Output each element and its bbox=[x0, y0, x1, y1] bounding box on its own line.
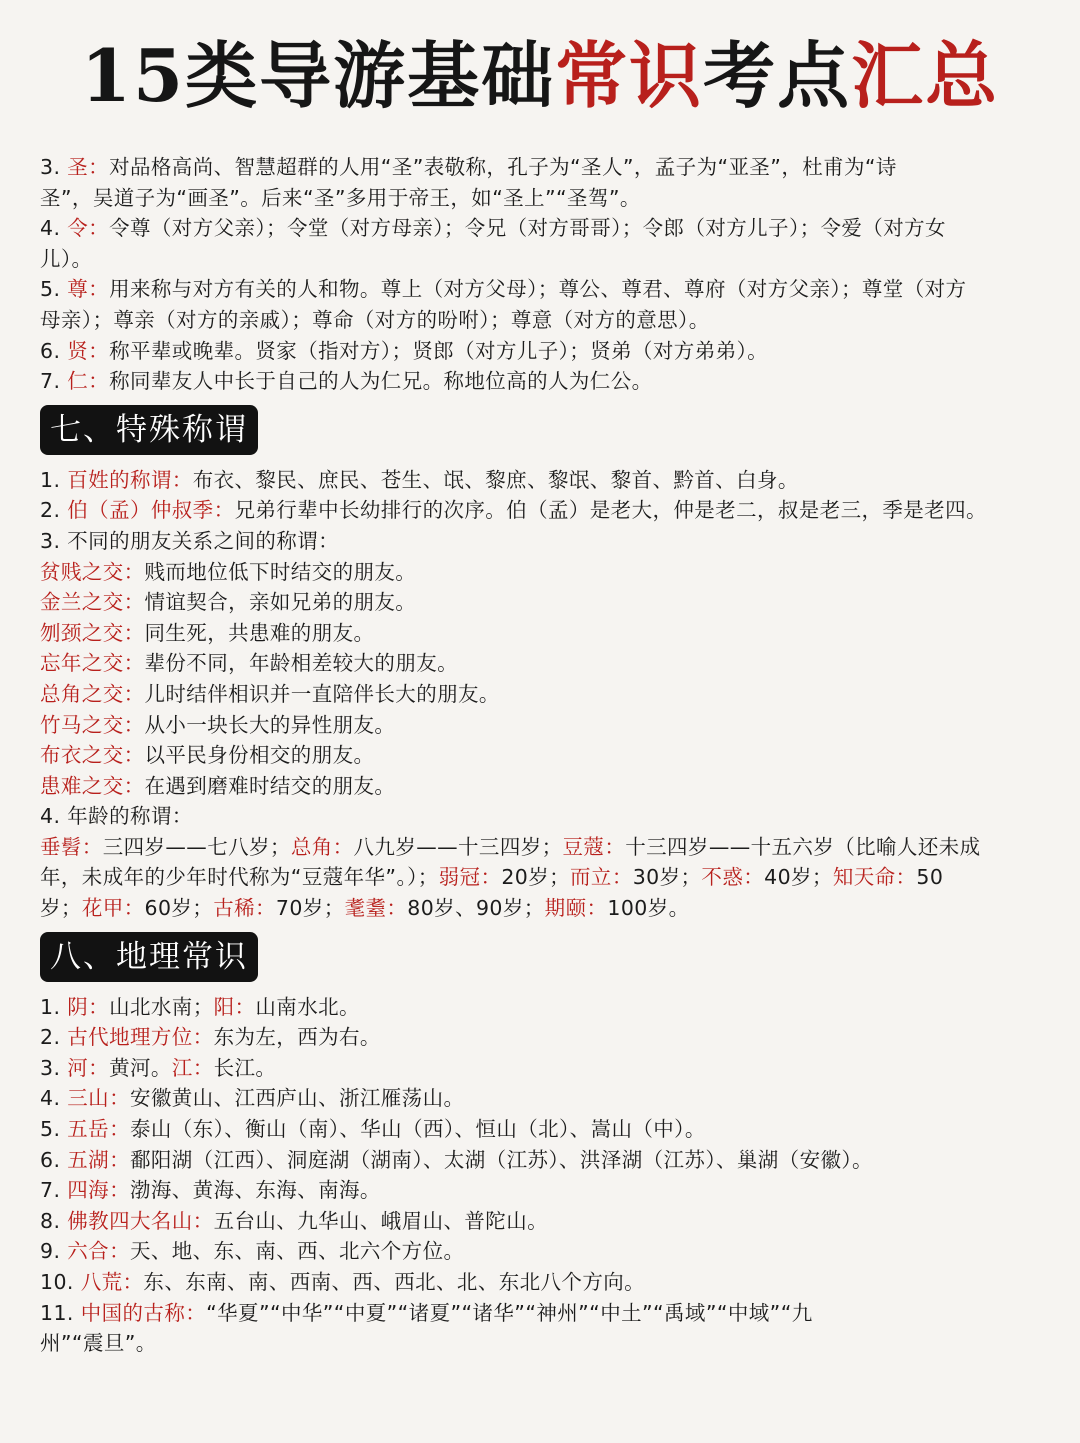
text-line bbox=[40, 648, 1050, 679]
text-line bbox=[40, 1053, 1050, 1084]
text-segment: 天、地、东、南、西、北六个方位。 bbox=[129, 1239, 465, 1264]
term-highlight: 阴： bbox=[67, 994, 110, 1019]
text-segment: 年，未成年的少年时代称为“豆蔻年华”。）； bbox=[40, 865, 439, 890]
section-header-wrap bbox=[40, 397, 1050, 465]
text-segment: 五台山、九华山、峨眉山、普陀山。 bbox=[213, 1208, 548, 1233]
section-geography bbox=[40, 992, 1050, 1359]
term-highlight: 四海： bbox=[67, 1178, 130, 1203]
text-segment: 三四岁——七八岁； bbox=[102, 834, 291, 859]
section-special-titles bbox=[40, 465, 1050, 924]
text-segment: 5. bbox=[40, 277, 68, 302]
text-line bbox=[40, 244, 1050, 275]
title-part-3: 考点 bbox=[703, 33, 852, 118]
term-highlight: 百姓的称谓： bbox=[67, 467, 193, 492]
text-line bbox=[40, 1236, 1050, 1267]
text-segment: 黄河。 bbox=[109, 1055, 172, 1080]
term-highlight: 五湖： bbox=[67, 1147, 130, 1172]
text-segment: 4. bbox=[40, 216, 68, 241]
text-segment: 在遇到磨难时结交的朋友。 bbox=[144, 773, 396, 798]
text-segment: 80岁、90岁； bbox=[407, 896, 545, 921]
term-highlight: 贫贱之交： bbox=[40, 559, 145, 584]
term-highlight: 期颐： bbox=[544, 896, 608, 921]
text-line bbox=[40, 526, 1050, 557]
text-segment: 渤海、黄海、东海、南海。 bbox=[129, 1178, 381, 1203]
text-segment: 9. bbox=[40, 1239, 68, 1264]
text-segment: 布衣、黎民、庶民、苍生、氓、黎庶、黎氓、黎首、黔首、白身。 bbox=[192, 467, 799, 492]
section-header-wrap bbox=[40, 924, 1050, 992]
title-part-4: 汇总 bbox=[851, 33, 1000, 118]
section-header-special-titles: 七、特殊称谓 bbox=[40, 405, 258, 455]
term-highlight: 仁： bbox=[67, 369, 110, 394]
term-highlight: 贤： bbox=[67, 338, 110, 363]
term-highlight: 古稀： bbox=[213, 896, 276, 921]
text-line bbox=[40, 366, 1050, 397]
text-segment: 称同辈友人中长于自己的人为仁兄。称地位高的人为仁公。 bbox=[109, 369, 653, 394]
text-line bbox=[40, 992, 1050, 1023]
text-segment: “华夏”“中华”“中夏”“诸夏”“诸华”“神州”“中土”“禹域”“中域”“九 bbox=[206, 1300, 813, 1325]
text-line bbox=[40, 1175, 1050, 1206]
text-segment: 情谊契合，亲如兄弟的朋友。 bbox=[144, 590, 417, 615]
text-segment: 2. bbox=[40, 498, 68, 523]
text-line bbox=[40, 1022, 1050, 1053]
text-segment: 对品格高尚、智慧超群的人用“圣”表敬称，孔子为“圣人”，孟子为“亚圣”，杜甫为“诗 bbox=[109, 155, 897, 179]
text-segment: 50 bbox=[916, 865, 944, 890]
term-highlight: 知天命： bbox=[832, 865, 917, 890]
text-segment: 60岁； bbox=[144, 896, 214, 921]
text-segment: 10. bbox=[40, 1270, 81, 1294]
text-segment: 2. bbox=[40, 1025, 68, 1050]
text-line bbox=[40, 710, 1050, 741]
text-line bbox=[40, 893, 1050, 924]
term-highlight: 八荒： bbox=[80, 1270, 144, 1294]
text-segment: 7. bbox=[40, 369, 68, 394]
text-line bbox=[40, 587, 1050, 618]
text-line bbox=[40, 618, 1050, 649]
term-highlight: 刎颈之交： bbox=[40, 620, 145, 645]
term-highlight: 江： bbox=[171, 1055, 214, 1080]
text-line bbox=[40, 1145, 1050, 1176]
term-highlight: 弱冠： bbox=[438, 865, 502, 890]
section-header-geography: 八、地理常识 bbox=[40, 932, 258, 982]
term-highlight: 中国的古称： bbox=[80, 1300, 207, 1325]
text-segment: 山南水北。 bbox=[255, 994, 360, 1019]
text-segment: 4. bbox=[40, 1086, 68, 1111]
text-segment: 7. bbox=[40, 1178, 68, 1203]
text-segment: 州”“震旦”。 bbox=[40, 1331, 157, 1356]
term-highlight: 布衣之交： bbox=[40, 743, 145, 768]
text-line bbox=[40, 1083, 1050, 1114]
text-segment: 8. bbox=[40, 1208, 68, 1233]
term-highlight: 总角： bbox=[290, 834, 354, 859]
text-segment: 3. bbox=[40, 155, 68, 179]
text-line bbox=[40, 832, 1050, 863]
text-line bbox=[40, 465, 1050, 496]
term-highlight: 五岳： bbox=[67, 1117, 130, 1142]
text-segment: 岁； bbox=[40, 896, 82, 921]
text-line bbox=[40, 1298, 1050, 1329]
text-segment: 同生死，共患难的朋友。 bbox=[144, 620, 375, 645]
text-line bbox=[40, 495, 1050, 526]
text-line bbox=[40, 152, 1050, 183]
term-highlight: 竹马之交： bbox=[40, 712, 145, 737]
text-segment: 儿时结伴相识并一直陪伴长大的朋友。 bbox=[144, 681, 500, 706]
term-highlight: 古代地理方位： bbox=[67, 1025, 214, 1050]
text-segment: 兄弟行辈中长幼排行的次序。伯（孟）是老大，仲是老二，叔是老三，季是老四。 bbox=[234, 498, 987, 523]
text-line bbox=[40, 305, 1050, 336]
text-line bbox=[40, 801, 1050, 832]
text-line bbox=[40, 183, 1050, 214]
text-line bbox=[40, 557, 1050, 588]
title-part-2: 常识 bbox=[555, 33, 704, 118]
content bbox=[40, 152, 1050, 1359]
text-segment: 东为左，西为右。 bbox=[213, 1025, 381, 1050]
text-line bbox=[40, 771, 1050, 802]
text-segment: 以平民身份相交的朋友。 bbox=[144, 743, 375, 768]
text-line bbox=[40, 1328, 1050, 1359]
text-line bbox=[40, 740, 1050, 771]
text-segment: 长江。 bbox=[213, 1055, 277, 1080]
term-highlight: 六合： bbox=[67, 1239, 130, 1264]
text-segment: 令尊（对方父亲）；令堂（对方母亲）；令兄（对方哥哥）；令郎（对方儿子）；令爱（对方女 bbox=[109, 216, 946, 241]
text-segment: 泰山（东）、衡山（南）、华山（西）、恒山（北）、嵩山（中）。 bbox=[129, 1117, 706, 1142]
text-segment: 辈份不同，年龄相差较大的朋友。 bbox=[144, 651, 458, 676]
term-highlight: 忘年之交： bbox=[40, 651, 145, 676]
term-highlight: 圣： bbox=[67, 155, 110, 179]
text-segment: 东、东南、南、西南、西、西北、北、东北八个方向。 bbox=[143, 1270, 646, 1294]
title-part-1: 15类导游基础 bbox=[80, 33, 556, 118]
text-segment: 3. 不同的朋友关系之间的称谓： bbox=[40, 528, 339, 553]
term-highlight: 阳： bbox=[213, 994, 256, 1019]
text-line bbox=[40, 336, 1050, 367]
term-highlight: 花甲： bbox=[81, 896, 145, 921]
term-highlight: 尊： bbox=[67, 277, 110, 302]
text-segment: 30岁； bbox=[632, 865, 702, 890]
section-honorifics bbox=[40, 152, 1050, 397]
text-segment: 儿）。 bbox=[40, 246, 93, 271]
text-segment: 用来称与对方有关的人和物。尊上（对方父母）；尊公、尊君、尊府（对方父亲）；尊堂（对方 bbox=[109, 277, 967, 302]
term-highlight: 金兰之交： bbox=[40, 590, 145, 615]
text-line bbox=[40, 1267, 1050, 1298]
text-segment: 11. bbox=[40, 1300, 81, 1325]
term-highlight: 不惑： bbox=[701, 865, 765, 890]
text-segment: 1. bbox=[40, 994, 68, 1019]
term-highlight: 伯（孟）仲叔季： bbox=[67, 498, 235, 523]
text-segment: 从小一块长大的异性朋友。 bbox=[144, 712, 396, 737]
text-segment: 5. bbox=[40, 1117, 68, 1142]
text-segment: 山北水南； bbox=[109, 994, 214, 1019]
text-line bbox=[40, 862, 1050, 893]
text-line bbox=[40, 1206, 1050, 1237]
term-highlight: 佛教四大名山： bbox=[67, 1208, 214, 1233]
term-highlight: 豆蔻： bbox=[562, 834, 626, 859]
text-segment: 十三四岁——十五六岁（比喻人还未成 bbox=[625, 834, 981, 859]
term-highlight: 垂髫： bbox=[40, 834, 103, 859]
text-segment: 称平辈或晚辈。贤家（指对方）；贤郎（对方儿子）；贤弟（对方弟弟）。 bbox=[109, 338, 769, 363]
text-segment: 安徽黄山、江西庐山、浙江雁荡山。 bbox=[129, 1086, 465, 1111]
text-segment: 3. bbox=[40, 1055, 68, 1080]
text-line bbox=[40, 213, 1050, 244]
text-segment: 圣”，吴道子为“画圣”。后来“圣”多用于帝王，如“圣上”“圣驾”。 bbox=[40, 185, 641, 210]
text-segment: 40岁； bbox=[764, 865, 833, 890]
text-segment: 70岁； bbox=[275, 896, 345, 921]
term-highlight: 而立： bbox=[570, 865, 633, 890]
text-segment: 鄱阳湖（江西）、洞庭湖（湖南）、太湖（江苏）、洪泽湖（江苏）、巢湖（安徽）。 bbox=[129, 1147, 873, 1172]
text-segment: 6. bbox=[40, 1147, 68, 1172]
term-highlight: 河： bbox=[67, 1055, 110, 1080]
text-segment: 6. bbox=[40, 338, 68, 363]
text-line bbox=[40, 274, 1050, 305]
text-segment: 1. bbox=[40, 467, 68, 492]
term-highlight: 总角之交： bbox=[40, 681, 145, 706]
text-segment: 贱而地位低下时结交的朋友。 bbox=[144, 559, 417, 584]
term-highlight: 耄耋： bbox=[344, 896, 408, 921]
text-segment: 100岁。 bbox=[607, 896, 690, 921]
term-highlight: 三山： bbox=[67, 1086, 130, 1111]
text-line bbox=[40, 679, 1050, 710]
text-line bbox=[40, 1114, 1050, 1145]
text-segment: 20岁； bbox=[501, 865, 571, 890]
page-title bbox=[0, 28, 1080, 124]
text-segment: 母亲）；尊亲（对方的亲戚）；尊命（对方的吩咐）；尊意（对方的意思）。 bbox=[40, 307, 710, 332]
text-segment: 4. 年龄的称谓： bbox=[40, 804, 193, 829]
text-segment: 八九岁——十三四岁； bbox=[353, 834, 563, 859]
term-highlight: 令： bbox=[67, 216, 110, 241]
term-highlight: 患难之交： bbox=[40, 773, 145, 798]
